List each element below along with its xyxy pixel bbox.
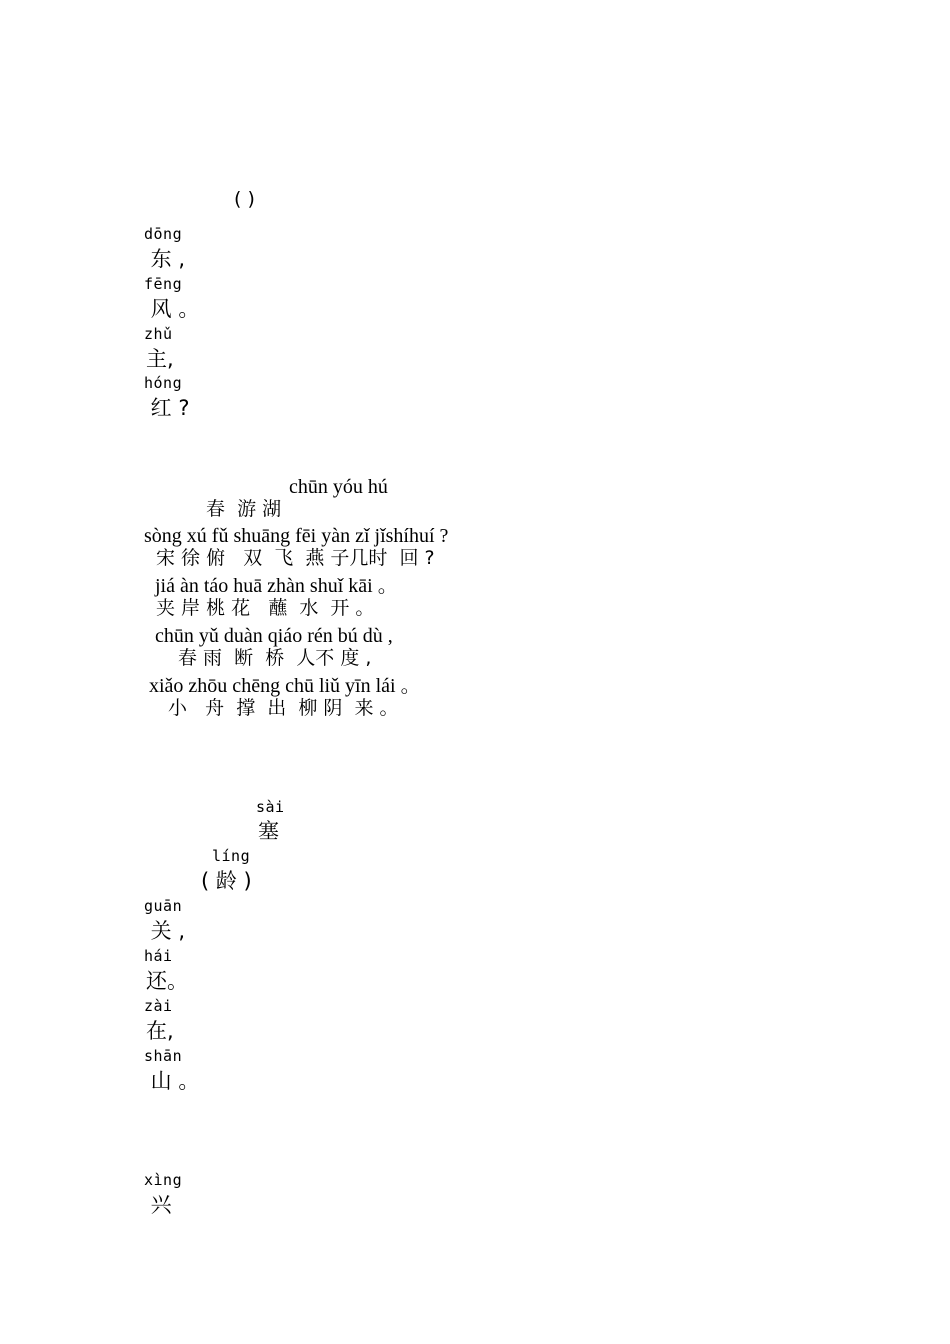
poem3-author-pinyin: líng <box>212 847 251 865</box>
poem3-title-hanzi: 塞 <box>258 819 279 843</box>
poem2-line1-pinyin: sòng xú fǔ shuāng fēi yàn zǐ jǐshíhuí ? <box>144 525 449 547</box>
poem1-line4-hanzi: 红 ? <box>144 396 190 420</box>
poem1-title-paren: ( ) <box>234 188 255 210</box>
poem4-line1-hanzi: 兴 <box>144 1193 172 1217</box>
poem2-title-pinyin: chūn yóu hú <box>289 476 388 498</box>
poem1-line2-pinyin: fēng <box>144 275 183 293</box>
poem3-line1-hanzi: 关 , <box>144 919 186 943</box>
poem3-line4-hanzi: 山 。 <box>144 1069 200 1093</box>
poem2-title-hanzi: 春 游 湖 <box>206 498 282 520</box>
poem1-line3-pinyin: zhǔ <box>144 325 173 343</box>
poem2-line3-hanzi: 春 雨 断 桥 人不 度 , <box>178 647 372 669</box>
poem2-line1-hanzi: 宋 徐 俯 双 飞 燕 子几时 回 ? <box>156 547 435 569</box>
poem2-line3-pinyin: chūn yǔ duàn qiáo rén bú dù , <box>155 625 393 647</box>
poem3-line3-pinyin: zài <box>144 997 173 1015</box>
poem1-line3-hanzi: 主, <box>146 347 174 371</box>
poem2-line2-pinyin: jiá àn táo huā zhàn shuǐ kāi 。 <box>155 575 398 597</box>
poem3-line2-pinyin: hái <box>144 947 173 965</box>
poem3-line3-hanzi: 在, <box>146 1019 174 1043</box>
poem3-line2-hanzi: 还。 <box>146 969 188 993</box>
poem1-line4-pinyin: hóng <box>144 374 183 392</box>
poem3-line4-pinyin: shān <box>144 1047 183 1065</box>
poem2-line4-pinyin: xiǎo zhōu chēng chū liǔ yīn lái 。 <box>149 675 421 697</box>
poem1-line1-hanzi: 东 , <box>144 247 186 271</box>
poem2-line4-hanzi: 小 舟 撑 出 柳 阴 来 。 <box>168 697 399 719</box>
poem1-line2-hanzi: 风 。 <box>144 297 200 321</box>
poem1-line1-pinyin: dōng <box>144 225 183 243</box>
poem2-line2-hanzi: 夹 岸 桃 花 蘸 水 开 。 <box>156 597 375 619</box>
poem3-author-hanzi: ( 龄 ) <box>201 869 252 893</box>
poem3-line1-pinyin: guān <box>144 897 183 915</box>
poem3-title-pinyin: sài <box>256 798 285 816</box>
poem4-line1-pinyin: xìng <box>144 1171 183 1189</box>
